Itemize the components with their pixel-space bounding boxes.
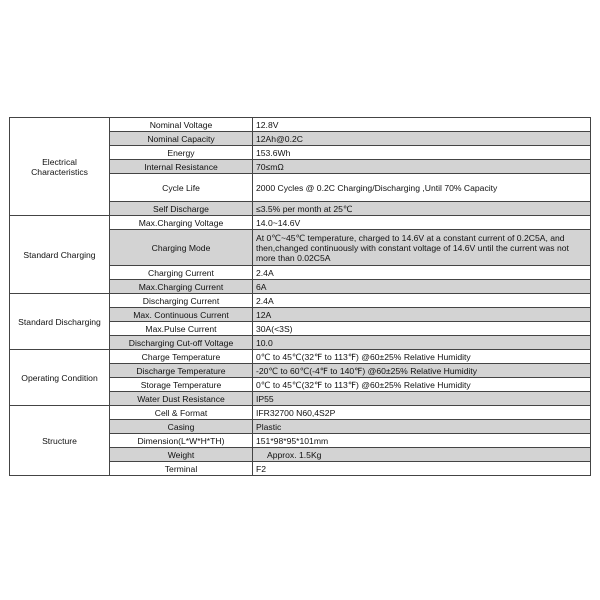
param-max-pulse-current: Max.Pulse Current bbox=[110, 322, 253, 336]
value-self-discharge: ≤3.5% per month at 25℃ bbox=[253, 202, 591, 216]
table-row bbox=[10, 350, 591, 364]
param-discharging-cutoff-voltage: Discharging Cut-off Voltage bbox=[110, 336, 253, 350]
value-max-charging-voltage: 14.0~14.6V bbox=[253, 216, 591, 230]
value-weight: Approx. 1.5Kg bbox=[253, 448, 591, 462]
value-cell-format: IFR32700 N60,4S2P bbox=[253, 406, 591, 420]
value-storage-temperature: 0℃ to 45℃(32℉ to 113℉) @60±25% Relative Humidity bbox=[253, 378, 591, 392]
table-row bbox=[10, 406, 591, 420]
table-row bbox=[10, 294, 591, 308]
param-nominal-capacity: Nominal Capacity bbox=[110, 132, 253, 146]
param-charging-mode: Charging Mode bbox=[110, 230, 253, 266]
value-max-continuous-current: 12A bbox=[253, 308, 591, 322]
param-cell-format: Cell & Format bbox=[110, 406, 253, 420]
value-dimension: 151*98*95*101mm bbox=[253, 434, 591, 448]
param-max-continuous-current: Max. Continuous Current bbox=[110, 308, 253, 322]
param-terminal: Terminal bbox=[110, 462, 253, 476]
param-energy: Energy bbox=[110, 146, 253, 160]
value-max-pulse-current: 30A(<3S) bbox=[253, 322, 591, 336]
value-discharge-temperature: -20℃ to 60℃(-4℉ to 140℉) @60±25% Relative Humidity bbox=[253, 364, 591, 378]
group-standard-charging: Standard Charging bbox=[10, 216, 110, 294]
value-charging-mode: At 0℃~45℃ temperature, charged to 14.6V at a constant current of 0.2C5A, and then,changed continuously with constant voltage of 14.6V until the current was not more than 0.02C5A bbox=[253, 230, 591, 266]
value-max-charging-current: 6A bbox=[253, 280, 591, 294]
param-water-dust-resistance: Water Dust Resistance bbox=[110, 392, 253, 406]
value-terminal: F2 bbox=[253, 462, 591, 476]
group-standard-discharging: Standard Discharging bbox=[10, 294, 110, 350]
value-charge-temperature: 0℃ to 45℃(32℉ to 113℉) @60±25% Relative Humidity bbox=[253, 350, 591, 364]
value-cycle-life: 2000 Cycles @ 0.2C Charging/Discharging ,Until 70% Capacity bbox=[253, 174, 591, 202]
value-charging-current: 2.4A bbox=[253, 266, 591, 280]
value-energy: 153.6Wh bbox=[253, 146, 591, 160]
group-electrical-characteristics: Electrical Characteristics bbox=[10, 118, 110, 216]
param-cycle-life: Cycle Life bbox=[110, 174, 253, 202]
param-nominal-voltage: Nominal Voltage bbox=[110, 118, 253, 132]
value-internal-resistance: 70≤mΩ bbox=[253, 160, 591, 174]
param-discharge-temperature: Discharge Temperature bbox=[110, 364, 253, 378]
param-charge-temperature: Charge Temperature bbox=[110, 350, 253, 364]
value-nominal-voltage: 12.8V bbox=[253, 118, 591, 132]
param-max-charging-voltage: Max.Charging Voltage bbox=[110, 216, 253, 230]
param-self-discharge: Self Discharge bbox=[110, 202, 253, 216]
value-discharging-cutoff-voltage: 10.0 bbox=[253, 336, 591, 350]
param-dimension: Dimension(L*W*H*TH) bbox=[110, 434, 253, 448]
value-water-dust-resistance: IP55 bbox=[253, 392, 591, 406]
param-max-charging-current: Max.Charging Current bbox=[110, 280, 253, 294]
table-row bbox=[10, 216, 591, 230]
param-casing: Casing bbox=[110, 420, 253, 434]
param-weight: Weight bbox=[110, 448, 253, 462]
param-discharging-current: Discharging Current bbox=[110, 294, 253, 308]
param-charging-current: Charging Current bbox=[110, 266, 253, 280]
value-casing: Plastic bbox=[253, 420, 591, 434]
table-row bbox=[10, 118, 591, 132]
value-discharging-current: 2.4A bbox=[253, 294, 591, 308]
value-nominal-capacity: 12Ah@0.2C bbox=[253, 132, 591, 146]
group-structure: Structure bbox=[10, 406, 110, 476]
group-operating-condition: Operating Condition bbox=[10, 350, 110, 406]
battery-spec-table bbox=[9, 117, 591, 476]
param-storage-temperature: Storage Temperature bbox=[110, 378, 253, 392]
param-internal-resistance: Internal Resistance bbox=[110, 160, 253, 174]
